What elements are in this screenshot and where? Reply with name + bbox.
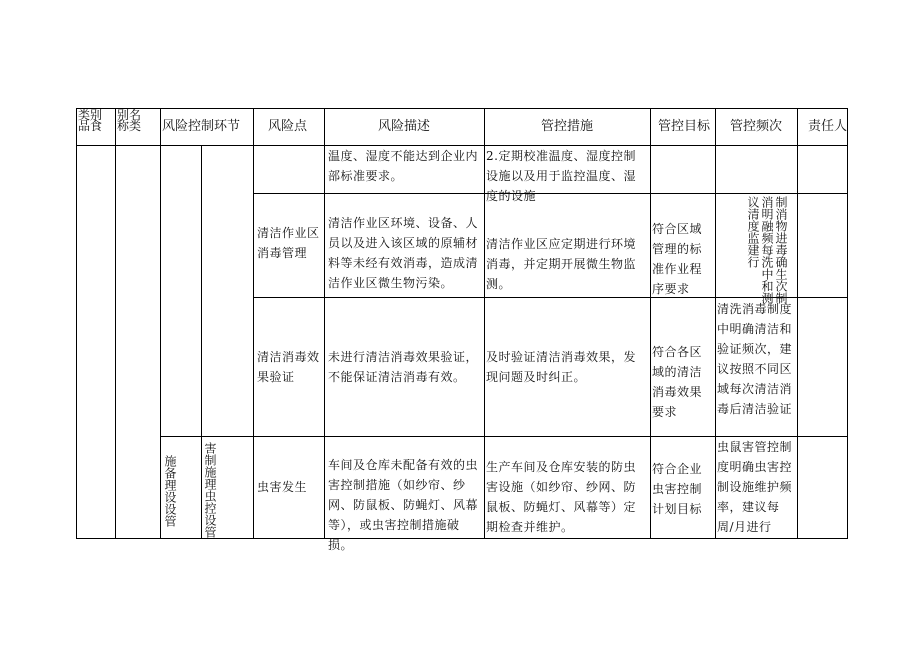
row1-risk-point: 清洁作业区消毒管理 bbox=[257, 226, 320, 260]
header-measures: 管控措施 bbox=[541, 119, 594, 134]
col-line-5 bbox=[484, 108, 485, 539]
section-label-pest-control: 害制施理虫控设管 bbox=[203, 442, 217, 538]
header-frequency: 管控频次 bbox=[730, 119, 783, 134]
row3-measures: 生产车间及仓库安装的防虫害设施（如纱帘、纱网、防鼠板、防蝇灯、风幕等）定期检查并维护。 bbox=[486, 460, 637, 534]
col-line-1 bbox=[115, 108, 116, 539]
row1-measures: 清洁作业区应定期进行环境消毒，并定期开展微生物监测。 bbox=[486, 237, 637, 291]
row1-frequency-col-a: 制消物进毒确生次制 bbox=[774, 196, 788, 304]
row2-risk-point: 清洁消毒效果验证 bbox=[257, 350, 320, 384]
col-line-9 bbox=[847, 108, 848, 539]
col-line-0 bbox=[76, 108, 77, 539]
row3-risk-point: 虫害发生 bbox=[257, 480, 308, 494]
row-divider-2 bbox=[253, 297, 848, 298]
row3-desc: 车间及仓库未配备有效的虫害控制措施（如纱帘、纱网、防鼠板、防蝇灯、风幕等），或虫害控制措施破损。 bbox=[328, 458, 479, 552]
col-line-4 bbox=[324, 108, 325, 539]
row2-measures: 及时验证清洁消毒效果，发现问题及时纠正。 bbox=[486, 350, 637, 384]
col-line-8 bbox=[797, 108, 798, 539]
header-category-note: 品 bbox=[78, 119, 91, 133]
section-label-facility-mgmt: 施备理设设管 bbox=[163, 455, 177, 527]
col-line-3 bbox=[253, 108, 254, 539]
row2-target: 符合各区域的清洁消毒效果要求 bbox=[652, 345, 703, 419]
header-control-link: 风险控制环节 bbox=[162, 119, 241, 134]
header-category bbox=[78, 110, 108, 132]
header-category-text: 类别 bbox=[78, 108, 103, 122]
col-line-2b bbox=[201, 145, 202, 539]
header-name-text: 名称 bbox=[117, 108, 142, 133]
row2-frequency: 清洗消毒制度中明确清洁和验证频次，建议按照不同区域每次清洁消毒后清洁验证 bbox=[717, 302, 793, 416]
row0-desc: 温度、湿度不能达到企业内部标准要求。 bbox=[328, 149, 479, 183]
header-risk-point: 风险点 bbox=[268, 119, 308, 134]
row3-target: 符合企业虫害控制计划目标 bbox=[652, 462, 703, 516]
col-line-6 bbox=[650, 108, 651, 539]
table-border-top bbox=[76, 108, 848, 109]
col-line-7 bbox=[715, 108, 716, 539]
row3-frequency: 虫鼠害管控制度明确虫害控制设施维护频率，建议每周/月进行 bbox=[717, 440, 793, 534]
header-risk-desc: 风险描述 bbox=[378, 119, 431, 134]
header-name-prefix: 别 bbox=[117, 108, 130, 122]
row1-desc: 清洁作业区环境、设备、人员以及进入该区域的原辅材料等未经有效消毒，造成清洁作业区微生物污染。 bbox=[328, 216, 479, 290]
header-name bbox=[117, 110, 147, 132]
header-target: 管控目标 bbox=[658, 119, 711, 134]
header-name-note: 类 bbox=[129, 119, 142, 133]
row0-measures: 2.定期校准温度、湿度控制设施以及用于监控温度、湿度的设施 bbox=[486, 149, 637, 203]
header-category-suffix: 食 bbox=[90, 119, 103, 133]
row1-target: 符合区域管理的标准作业程序要求 bbox=[652, 222, 703, 296]
header-owner: 责任人 bbox=[808, 119, 848, 134]
row1-frequency-col-b: 消明融频每洗中和测 bbox=[760, 196, 774, 304]
col-line-2 bbox=[160, 108, 161, 539]
row1-frequency-col-c: 议清度监建行 bbox=[746, 196, 760, 268]
row2-desc: 未进行清洁消毒效果验证，不能保证清洁消毒有效。 bbox=[328, 350, 479, 384]
